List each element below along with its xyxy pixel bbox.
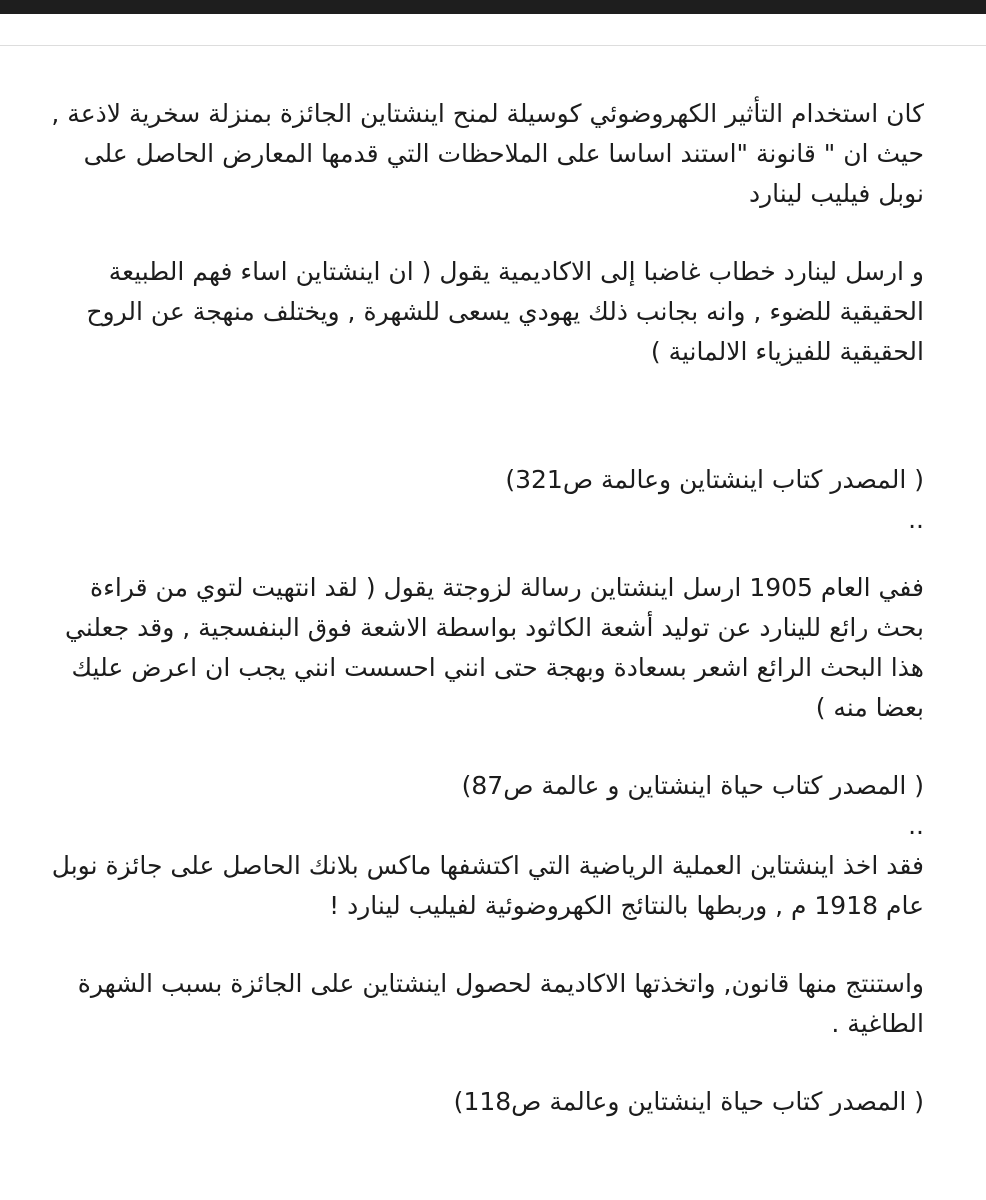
paragraph-1905-letter: ففي العام 1905 ارسل اينشتاين رسالة لزوجتة يقول ( لقد انتهيت لتوي من قراءة بحث رائع للينارد عن توليد أشعة الكاثود بواسطة الاشعة فوق البنفسجية , وقد جعلني هذا البحث الرائع اشعر بسعادة وبهجة حتى انني احسست انني يجب ان اعرض عليك بعضا منه ) xyxy=(65,573,924,722)
paragraph-conclusion: واستنتج منها قانون, واتخذتها الاكاديمة لحصول اينشتاين على الجائزة بسبب الشهرة الطاغية . xyxy=(77,969,924,1038)
source-citation-3: ( المصدر كتاب حياة اينشتاين وعالمة ص118) xyxy=(453,1087,924,1116)
paragraph-planck: فقد اخذ اينشتاين العملية الرياضية التي اكتشفها ماكس بلانك الحاصل على جائزة نوبل عام 1918 م , وربطها بالنتائج الكهروضوئية لفيليب لينارد ! xyxy=(51,851,924,920)
source-citation-1: ( المصدر كتاب اينشتاين وعالمة ص321) xyxy=(505,465,924,494)
document-body xyxy=(0,46,986,1200)
toolbar-area xyxy=(0,14,986,45)
source-citation-2: ( المصدر كتاب حياة اينشتاين و عالمة ص87) xyxy=(461,771,924,800)
separator-dots-1: .. xyxy=(908,505,924,534)
status-bar xyxy=(0,0,986,14)
separator-dots-2: .. xyxy=(908,811,924,840)
paragraph-lenard-letter: و ارسل لينارد خطاب غاضبا إلى الاكاديمية يقول ( ان اينشتاين اساء فهم الطبيعة الحقيقية للضوء , وانه بجانب ذلك يهودي يسعى للشهرة , ويختلف منهجة عن الروح الحقيقية للفيزياء الالمانية ) xyxy=(86,257,924,366)
paragraph-intro: كان استخدام التأثير الكهروضوئي كوسيلة لمنح اينشتاين الجائزة بمنزلة سخرية لاذعة , حيث ان " قانونة "استند اساسا على الملاحظات التي قدمها المعارض الحاصل على نوبل فيليب لينارد xyxy=(51,99,924,208)
